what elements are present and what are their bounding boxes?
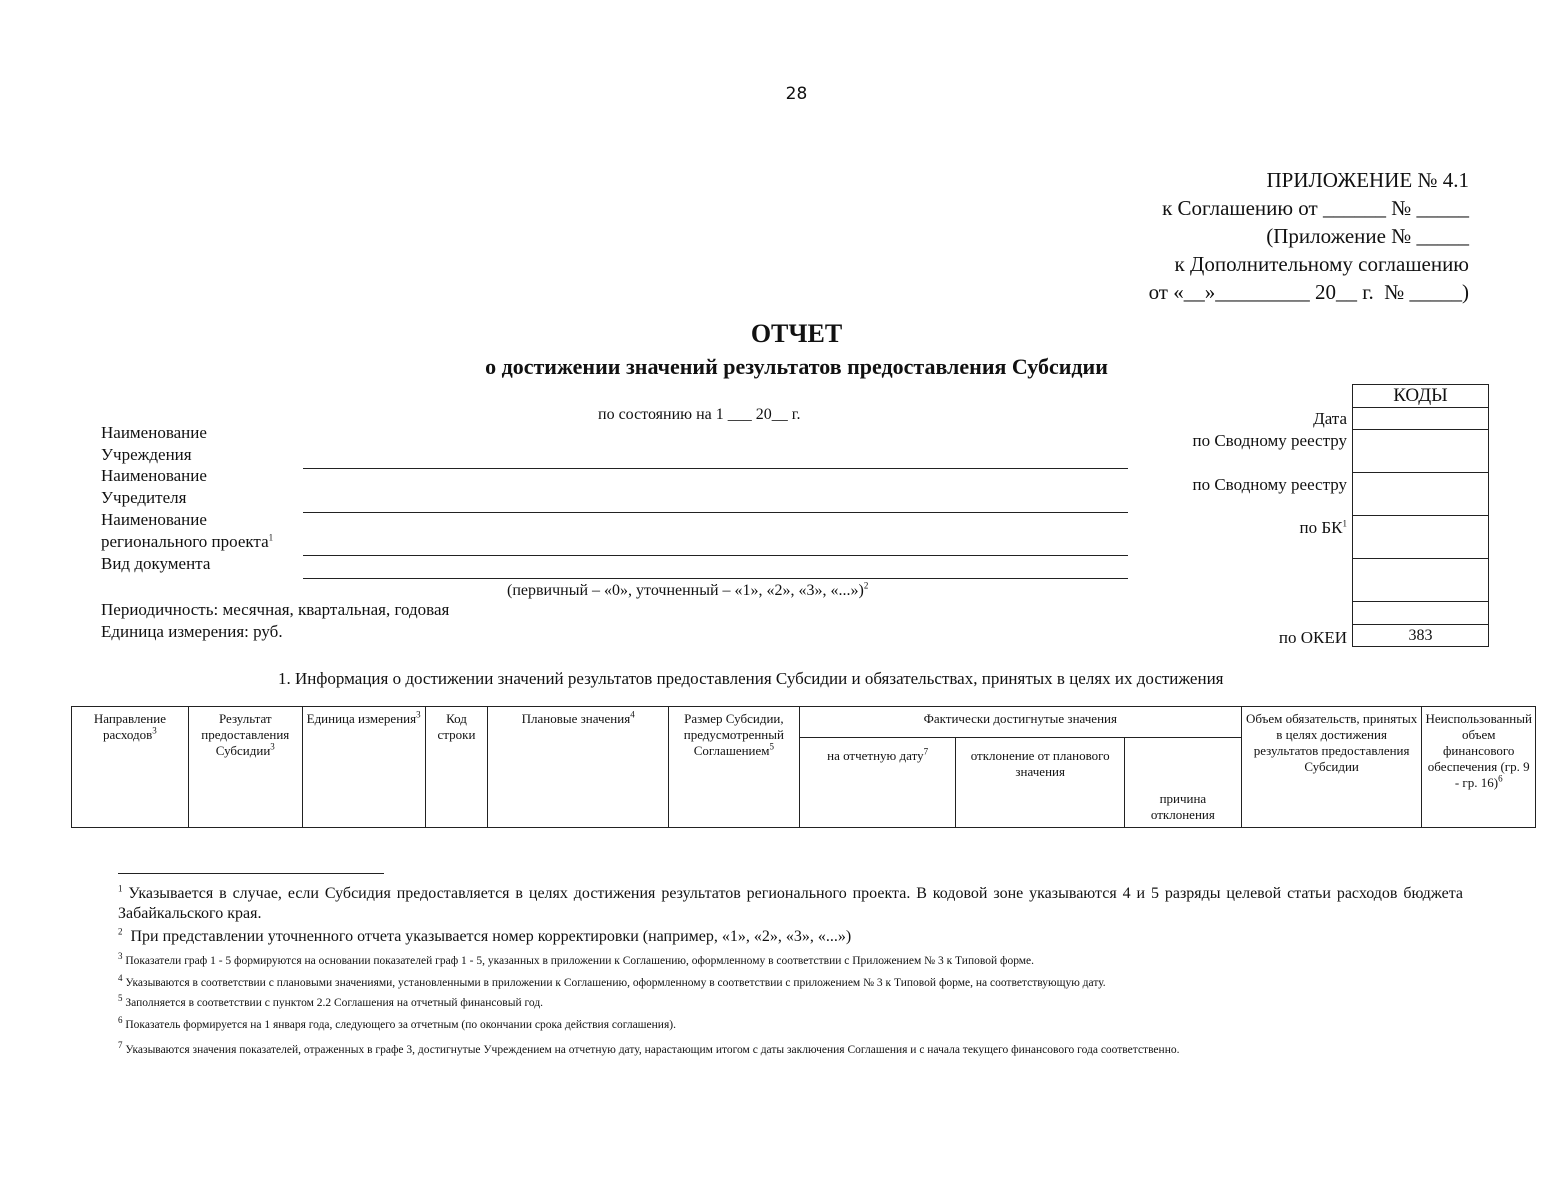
- founder-label-line1: Наименование: [101, 466, 207, 485]
- codes-okei-label: по ОКЕИ: [1278, 628, 1347, 647]
- codes-empty-cell: [1353, 559, 1488, 602]
- col-direction-text: Направление расходов: [93, 711, 166, 742]
- footnote-number: 7: [118, 1040, 123, 1051]
- project-field-line: [303, 555, 1128, 556]
- footnote-7: [118, 1040, 1463, 1057]
- col-direction: [72, 707, 189, 828]
- col-unit: [302, 707, 425, 828]
- footnote-number: 3: [118, 951, 123, 962]
- footnote-ref: 6: [1498, 773, 1503, 784]
- codes-registry-label-2: по Сводному реестру: [1192, 475, 1347, 494]
- col-subsidy-size-text: Размер Субсидии, предусмотренный Соглашением: [683, 711, 784, 758]
- footnote-text: Указываются в соответствии с плановыми значениями, установленными в приложении к Соглашению, оформленному в соответствии с приложением № 3 к Типовой форме, на соответствующую дату.: [125, 977, 1106, 989]
- periodicity-label: Периодичность: месячная, квартальная, годовая: [101, 600, 450, 619]
- footnote-text: Заполняется в соответствии с пунктом 2.2 Соглашения на отчетный финансовый год.: [125, 997, 544, 1009]
- footnote-ref: 5: [769, 741, 775, 752]
- footnote-number: 6: [118, 1015, 123, 1026]
- section-title: 1. Информация о достижении значений результатов предоставления Субсидии и обязательствах, принятых в целях их достижения: [278, 669, 1224, 688]
- codes-date-label: Дата: [1313, 409, 1347, 428]
- codes-header: КОДЫ: [1353, 385, 1488, 408]
- footnote-2: [118, 927, 1463, 947]
- doc-type-field-line: [303, 578, 1128, 579]
- footnote-number: 1: [118, 883, 123, 894]
- codes-registry-label-1: по Сводному реестру: [1192, 431, 1347, 450]
- footnote-3: [118, 951, 1463, 968]
- col-planned: [488, 707, 669, 828]
- footnote-text: Указываются значения показателей, отраженных в графе 3, достигнутые Учреждением на отчетную дату, нарастающим итогом с даты заключения Соглашения и с начала текущего финансового года соответственно.: [125, 1044, 1180, 1056]
- codes-bk-text: по БК: [1299, 518, 1343, 537]
- col-row-code: Код строки: [425, 707, 488, 828]
- as-of-date: по состоянию на 1 ___ 20__ г.: [598, 406, 801, 423]
- col-result-text: Результат предоставления Субсидии: [201, 711, 290, 758]
- footnote-text: Показатель формируется на 1 января года, следующего за отчетным (по окончании срока действия соглашения).: [125, 1019, 676, 1031]
- appendix-header: [1149, 166, 1469, 306]
- report-title: ОТЧЕТ: [750, 319, 843, 348]
- col-result: [188, 707, 302, 828]
- appendix-line-1: ПРИЛОЖЕНИЕ № 4.1: [1266, 168, 1469, 192]
- doc-type-note-text: (первичный – «0», уточненный – «1», «2», «3», «...»): [507, 582, 864, 599]
- col-unit-text: Единица измерения: [306, 711, 417, 726]
- col-actual: Фактически достигнутые значения: [799, 707, 1241, 738]
- report-subtitle: о достижении значений результатов предоставления Субсидии: [485, 354, 1108, 379]
- institution-label-line2: Учреждения: [101, 445, 192, 464]
- footnote-number: 5: [118, 993, 123, 1004]
- footnote-number: 4: [118, 973, 123, 984]
- footnote-1: [118, 884, 1463, 924]
- footnote-separator: [118, 873, 384, 874]
- appendix-line-5: от «__»_________ 20__ г. № _____): [1148, 280, 1469, 304]
- footnote-ref: 3: [152, 725, 157, 736]
- codes-bk-cell: [1353, 516, 1488, 559]
- footnote-ref: 3: [270, 741, 275, 752]
- codes-registry2-cell: [1353, 473, 1488, 516]
- codes-empty-cell-2: [1353, 602, 1488, 625]
- footnote-6: [118, 1015, 1463, 1032]
- table-header-row: [72, 707, 1536, 738]
- institution-field-line: [303, 468, 1128, 469]
- footnote-ref: 3: [416, 709, 421, 720]
- project-label-line1: Наименование: [101, 510, 207, 529]
- codes-date-cell: [1353, 408, 1488, 430]
- appendix-line-4: к Дополнительному соглашению: [1174, 252, 1469, 276]
- codes-okei-cell: 383: [1353, 625, 1488, 647]
- doc-type-label: Вид документа: [101, 554, 211, 573]
- project-label: [101, 509, 273, 553]
- unit-label: Единица измерения: руб.: [101, 622, 283, 641]
- col-planned-text: Плановые значения: [521, 711, 631, 726]
- institution-label-line1: Наименование: [101, 423, 207, 442]
- footnote-ref: 2: [863, 580, 869, 591]
- footnote-text: При представлении уточненного отчета указывается номер корректировки (например, «1», «2», «3», «...»): [130, 928, 852, 945]
- appendix-line-3: (Приложение № _____: [1266, 224, 1469, 248]
- col-deviation-reason: причина отклонения: [1124, 738, 1241, 828]
- institution-label: [101, 422, 207, 466]
- page-number: 28: [785, 84, 808, 104]
- codes-registry1-cell: [1353, 430, 1488, 473]
- founder-label: [101, 465, 207, 509]
- founder-label-line2: Учредителя: [101, 488, 187, 507]
- achievement-table: [71, 706, 1536, 828]
- doc-type-note: [507, 580, 868, 602]
- project-label-line2: регионального проекта: [101, 532, 269, 551]
- footnote-ref: 1: [1342, 518, 1347, 529]
- appendix-line-2: к Соглашению от ______ № _____: [1162, 196, 1469, 220]
- col-actual-date-text: на отчетную дату: [827, 748, 924, 763]
- footnote-4: [118, 973, 1463, 990]
- col-obligations: Объем обязательств, принятых в целях достижения результатов предоставления Субсидии: [1241, 707, 1422, 828]
- footnote-ref: 1: [268, 532, 274, 543]
- col-deviation: отклонение от планового значения: [956, 738, 1125, 828]
- founder-field-line: [303, 512, 1128, 513]
- col-actual-date: [799, 738, 956, 828]
- codes-bk-label: [1300, 518, 1347, 538]
- footnote-number: 2: [118, 926, 123, 937]
- footnote-ref: 7: [923, 746, 929, 757]
- col-unused-text: Неиспользованный объем финансового обеспечения (гр. 9 - гр. 16): [1425, 711, 1532, 790]
- footnote-text: Показатели граф 1 - 5 формируются на основании показателей граф 1 - 5, указанных в приложении к Соглашению, оформленному в соответствии с Приложением № 3 к Типовой форме.: [125, 955, 1035, 967]
- footnote-text: Указывается в случае, если Субсидия предоставляется в целях достижения результатов регионального проекта. В кодовой зоне указываются 4 и 5 разряды целевой статьи расходов бюджета Забайкальского края.: [118, 885, 1463, 922]
- col-subsidy-size: [668, 707, 799, 828]
- codes-box: [1352, 384, 1489, 647]
- col-unused: [1422, 707, 1536, 828]
- footnote-ref: 4: [630, 709, 635, 720]
- footnote-5: [118, 993, 1463, 1010]
